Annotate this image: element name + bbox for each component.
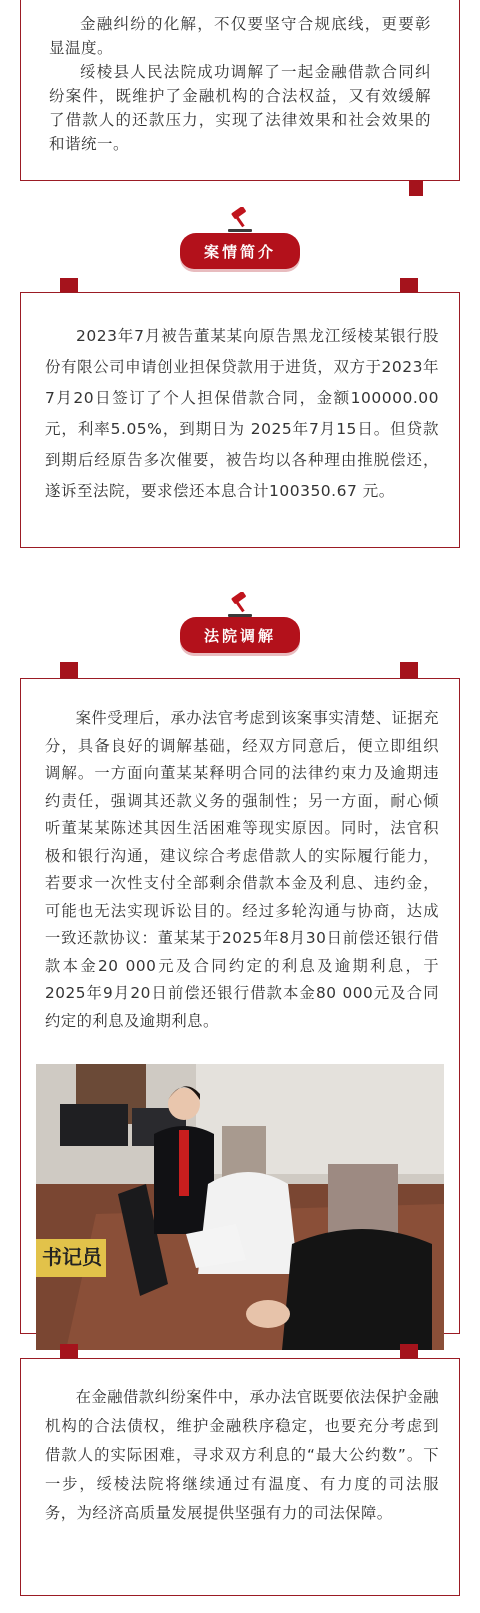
gavel-icon	[225, 592, 255, 618]
intro-card	[20, 0, 460, 181]
intro-paragraph-2: 绥棱县人民法院成功调解了一起金融借款合同纠纷案件，既维护了金融机构的合法权益，又有效缓解了借款人的还款压力，实现了法律效果和社会效果的和谐统一。	[49, 63, 431, 153]
case-summary-card	[20, 292, 460, 548]
section-title-mediation: 法院调解	[180, 617, 300, 653]
intro-paragraph-1: 金融纠纷的化解，不仅要坚守合规底线，更要彰显温度。	[49, 15, 431, 57]
mediation-photo	[36, 1064, 444, 1350]
conclusion-card	[20, 1358, 460, 1596]
mediation-text: 案件受理后，承办法官考虑到该案事实清楚、证据充分，具备良好的调解基础，经双方同意后，便立即组织调解。一方面向董某某释明合同的法律约束力及逾期违约责任，强调其还款义务的强制性；另一方面，耐心倾听董某某陈述其因生活困难等现实原因。同时，法官积极和银行沟通，建议综合考虑借款人的实际履行能力，若要求一次性支付全部剩余借款本金及利息、违约金，可能也无法实现诉讼目的。经过多轮沟通与协商，达成一致还款协议：董某某于2025年8月30日前偿还银行借款本金20 000元及合同约定的利息及逾期利息，于2025年9月20日前偿还银行借款本金80 000元及合同约定的利息及逾期利息。	[45, 709, 439, 1030]
gavel-icon	[225, 207, 255, 233]
intro-corner-tab	[409, 180, 423, 196]
photo-plaque-text: 书记员	[42, 1245, 102, 1269]
photo-scene	[36, 1064, 444, 1350]
conclusion-text: 在金融借款纠纷案件中，承办法官既要依法保护金融机构的合法债权，维护金融秩序稳定，也要充分考虑到借款人的实际困难，寻求双方利息的“最大公约数”。下一步，绥棱法院将继续通过有温度、有力度的司法服务，为经济高质量发展提供坚强有力的司法保障。	[45, 1388, 439, 1522]
section-title-case-summary: 案情简介	[180, 233, 300, 269]
case-summary-text: 2023年7月被告董某某向原告黑龙江绥棱某银行股份有限公司申请创业担保贷款用于进货，双方于2023年7月20日签订了个人担保借款合同，金额100000.00元，利率5.05%，到期日为 2025年7月15日。但贷款到期后经原告多次催要，被告均以各种理由推脱偿还，遂诉至法院，要求偿还本息合计100350.67 元。	[45, 327, 439, 500]
